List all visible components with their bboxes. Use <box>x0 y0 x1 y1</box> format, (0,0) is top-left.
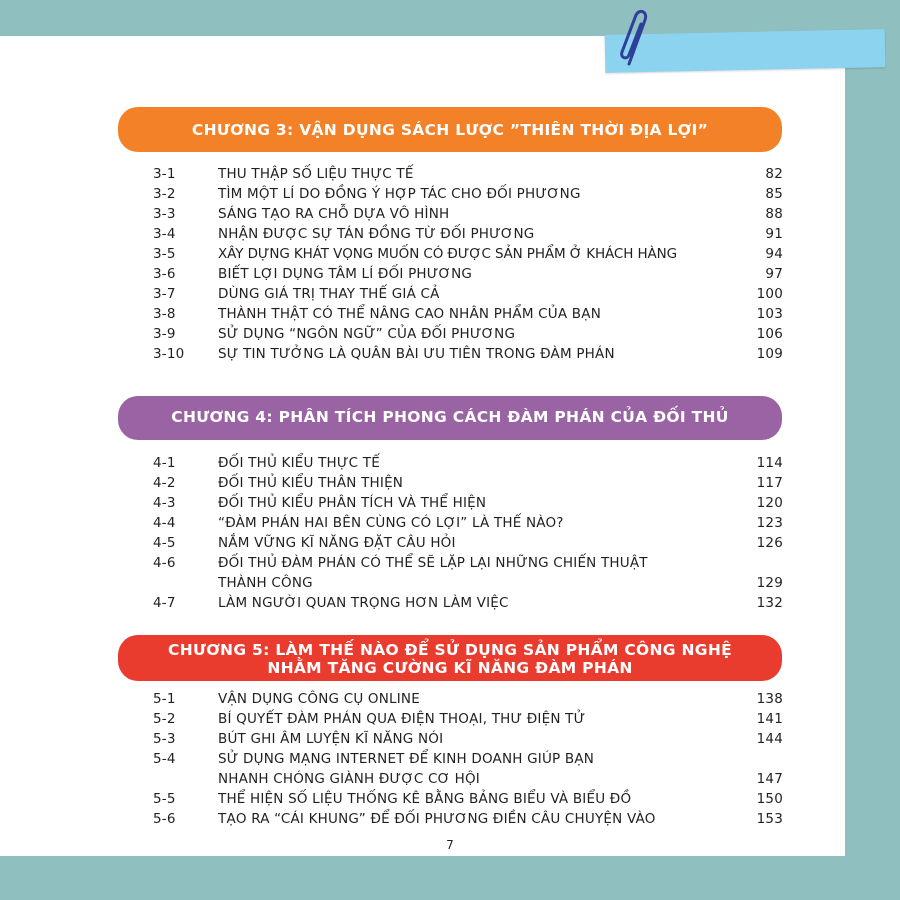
entry-number: 4-5 <box>153 535 176 551</box>
entry-page: 141 <box>756 711 783 727</box>
chapter-4-heading: CHƯƠNG 4: PHÂN TÍCH PHONG CÁCH ĐÀM PHÁN CỦA ĐỐI THỦ <box>171 408 729 426</box>
entry-number: 5-1 <box>153 691 176 707</box>
entry-number: 5-4 <box>153 751 176 767</box>
toc-entry-3-4[interactable] <box>153 224 783 244</box>
entry-page: 123 <box>756 515 783 531</box>
entry-page: 117 <box>756 475 783 491</box>
entry-number: 3-4 <box>153 226 176 242</box>
chapter-5-heading: CHƯƠNG 5: LÀM THẾ NÀO ĐỂ SỬ DỤNG SẢN PHẨM CÔNG NGHỆ <box>168 641 732 659</box>
entry-number: 3-7 <box>153 286 176 302</box>
entry-page: 150 <box>756 791 783 807</box>
entry-title: “ĐÀM PHÁN HAI BÊN CÙNG CÓ LỢI” LÀ THẾ NÀO? <box>218 515 564 531</box>
entry-page: 132 <box>756 595 783 611</box>
entry-page: 82 <box>765 166 783 182</box>
entry-title: BÚT GHI ÂM LUYỆN KĨ NĂNG NÓI <box>218 731 444 747</box>
entry-page: 153 <box>756 811 783 827</box>
toc-entry-3-3[interactable] <box>153 204 783 224</box>
toc-entry-4-7[interactable] <box>153 593 783 613</box>
toc-entry-3-1[interactable] <box>153 164 783 184</box>
entry-page: 114 <box>756 455 783 471</box>
entry-title-continued: NHANH CHÓNG GIÀNH ĐƯỢC CƠ HỘI <box>218 771 480 787</box>
entry-title: NẮM VỮNG KĨ NĂNG ĐẶT CÂU HỎI <box>218 535 456 551</box>
toc-entry-5-1[interactable] <box>153 689 783 709</box>
entry-number: 3-3 <box>153 206 176 222</box>
entry-title: NHẬN ĐƯỢC SỰ TÁN ĐỒNG TỪ ĐỐI PHƯƠNG <box>218 226 535 242</box>
entry-page: 103 <box>756 306 783 322</box>
entry-title: VẬN DỤNG CÔNG CỤ ONLINE <box>218 691 420 707</box>
entry-page: 94 <box>765 246 783 262</box>
entry-number: 3-6 <box>153 266 176 282</box>
toc-entry-3-5[interactable] <box>153 244 783 264</box>
entry-title: SỬ DỤNG MẠNG INTERNET ĐỂ KINH DOANH GIÚP BẠN <box>218 751 595 767</box>
entry-page: 129 <box>756 575 783 591</box>
toc-entry-3-6[interactable] <box>153 264 783 284</box>
toc-entry-3-10[interactable] <box>153 344 783 364</box>
entry-page: 120 <box>756 495 783 511</box>
entry-title: ĐỐI THỦ ĐÀM PHÁN CÓ THỂ SẼ LẶP LẠI NHỮNG CHIẾN THUẬT <box>218 555 648 571</box>
entry-page: 97 <box>765 266 783 282</box>
entry-page: 126 <box>756 535 783 551</box>
toc-entry-4-2[interactable] <box>153 473 783 493</box>
entry-title: TẠO RA “CÁI KHUNG” ĐỂ ĐỐI PHƯƠNG ĐIỀN CÂU CHUYỆN VÀO <box>218 811 656 827</box>
toc-entry-4-3[interactable] <box>153 493 783 513</box>
toc-entry-5-3[interactable] <box>153 729 783 749</box>
entry-number: 3-9 <box>153 326 176 342</box>
toc-entry-4-4[interactable] <box>153 513 783 533</box>
entry-number: 5-6 <box>153 811 176 827</box>
entry-title: SỬ DỤNG “NGÔN NGỮ” CỦA ĐỐI PHƯƠNG <box>218 326 516 342</box>
entry-title: BIẾT LỢI DỤNG TÂM LÍ ĐỐI PHƯƠNG <box>218 266 473 282</box>
entry-number: 3-1 <box>153 166 176 182</box>
entry-title: DÙNG GIÁ TRỊ THAY THẾ GIÁ CẢ <box>218 286 440 302</box>
entry-page: 106 <box>756 326 783 342</box>
chapter-4-banner <box>118 396 782 440</box>
entry-title: BÍ QUYẾT ĐÀM PHÁN QUA ĐIỆN THOẠI, THƯ ĐIỆN TỬ <box>218 711 586 727</box>
toc-entry-5-4[interactable] <box>153 749 783 769</box>
entry-page: 144 <box>756 731 783 747</box>
toc-entry-4-6[interactable] <box>153 553 783 573</box>
entry-page: 85 <box>765 186 783 202</box>
entry-title: ĐỐI THỦ KIỂU THỰC TẾ <box>218 455 380 471</box>
toc-entry-3-9[interactable] <box>153 324 783 344</box>
toc-entry-4-1[interactable] <box>153 453 783 473</box>
entry-page: 147 <box>756 771 783 787</box>
chapter-3-heading: CHƯƠNG 3: VẬN DỤNG SÁCH LƯỢC ”THIÊN THỜI ĐỊA LỢI” <box>191 121 709 139</box>
toc-entry-3-7[interactable] <box>153 284 783 304</box>
entry-title: THÀNH THẬT CÓ THỂ NÂNG CAO NHÂN PHẨM CỦA BẠN <box>218 306 602 322</box>
entry-number: 4-2 <box>153 475 176 491</box>
entry-number: 5-3 <box>153 731 176 747</box>
entry-page: 91 <box>765 226 783 242</box>
entry-title: THỂ HIỆN SỐ LIỆU THỐNG KÊ BẰNG BẢNG BIỂU VÀ BIỂU ĐỒ <box>218 791 632 807</box>
toc-entry-3-2[interactable] <box>153 184 783 204</box>
toc-entry-5-5[interactable] <box>153 789 783 809</box>
toc-entry-4-5[interactable] <box>153 533 783 553</box>
entry-number: 4-6 <box>153 555 176 571</box>
entry-title: SÁNG TẠO RA CHỖ DỰA VÔ HÌNH <box>218 206 450 222</box>
entry-page: 88 <box>765 206 783 222</box>
entry-page: 138 <box>756 691 783 707</box>
entry-page: 100 <box>756 286 783 302</box>
chapter-3-banner <box>118 107 782 152</box>
entry-number: 5-2 <box>153 711 176 727</box>
toc-entry-4-6-continued[interactable] <box>153 573 783 593</box>
toc-entry-5-4-continued[interactable] <box>153 769 783 789</box>
entry-title: TÌM MỘT LÍ DO ĐỒNG Ý HỢP TÁC CHO ĐỐI PHƯƠNG <box>218 186 581 202</box>
page-number: 7 <box>446 838 454 852</box>
entry-number: 3-2 <box>153 186 176 202</box>
entry-title: LÀM NGƯỜI QUAN TRỌNG HƠN LÀM VIỆC <box>218 595 509 611</box>
entry-number: 3-10 <box>153 346 185 362</box>
entry-number: 3-8 <box>153 306 176 322</box>
entry-title: XÂY DỰNG KHÁT VỌNG MUỐN CÓ ĐƯỢC SẢN PHẨM Ở KHÁCH HÀNG <box>218 246 678 262</box>
toc-entry-5-6[interactable] <box>153 809 783 829</box>
toc-entry-5-2[interactable] <box>153 709 783 729</box>
entry-title: THU THẬP SỐ LIỆU THỰC TẾ <box>218 166 414 182</box>
entry-number: 4-7 <box>153 595 176 611</box>
toc-entry-3-8[interactable] <box>153 304 783 324</box>
entry-number: 4-3 <box>153 495 176 511</box>
entry-title: ĐỐI THỦ KIỂU THÂN THIỆN <box>218 475 404 491</box>
paperclip-icon <box>615 6 655 70</box>
entry-number: 4-4 <box>153 515 176 531</box>
entry-number: 4-1 <box>153 455 176 471</box>
entry-title: ĐỐI THỦ KIỂU PHÂN TÍCH VÀ THỂ HIỆN <box>218 495 487 511</box>
entry-page: 109 <box>756 346 783 362</box>
entry-number: 5-5 <box>153 791 176 807</box>
chapter-5-banner <box>118 635 782 681</box>
entry-title: SỰ TIN TƯỞNG LÀ QUÂN BÀI ƯU TIÊN TRONG ĐÀM PHÁN <box>218 346 615 362</box>
entry-number: 3-5 <box>153 246 176 262</box>
entry-title-continued: THÀNH CÔNG <box>218 575 313 591</box>
chapter-5-heading-line2: NHẰM TĂNG CƯỜNG KĨ NĂNG ĐÀM PHÁN <box>267 659 633 677</box>
